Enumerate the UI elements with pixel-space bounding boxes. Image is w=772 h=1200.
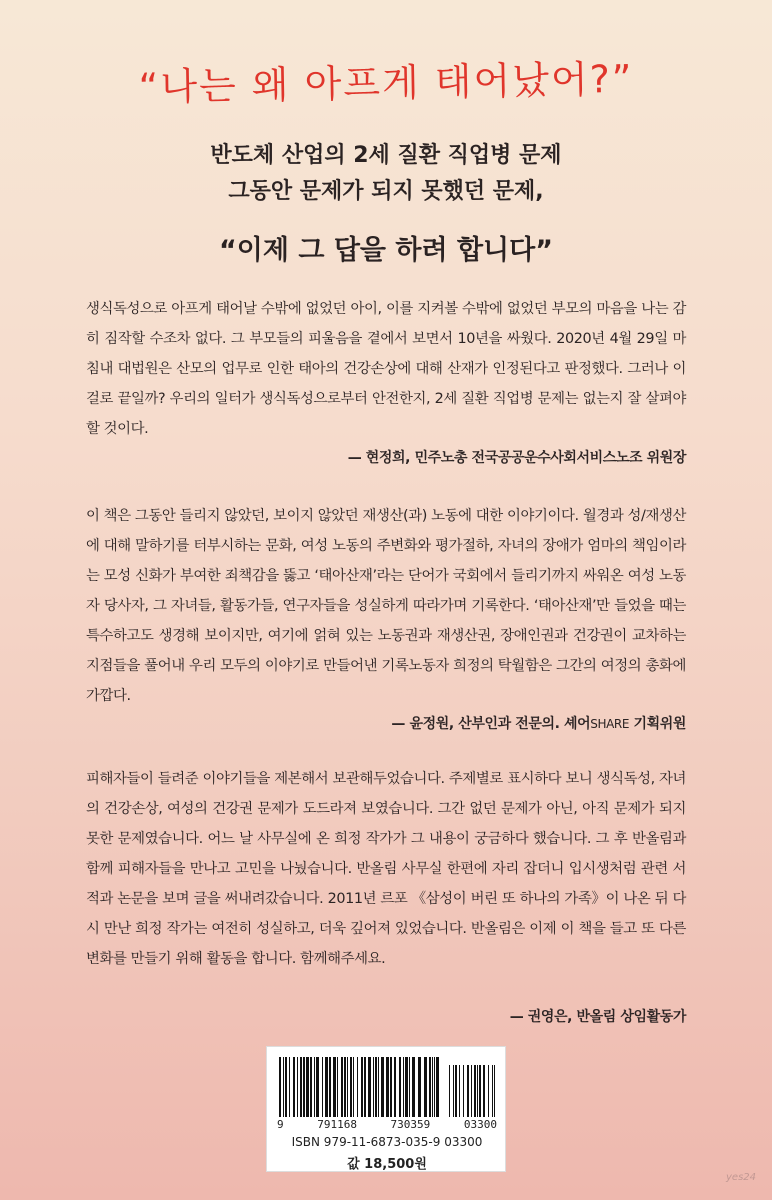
barcode-bar	[390, 1057, 392, 1117]
barcode-bar	[375, 1057, 377, 1117]
barcode-bar	[361, 1057, 363, 1117]
blurb-3-text: 피해자들이 들려준 이야기들을 제본해서 보관해두었습니다. 주제별로 표시하다 보니 생식독성, 자녀의 건강손상, 여성의 건강권 문제가 도드라져 보였습니다. 그간 없던 문제가 아닌, 아직 문제가 되지 못한 문제였습니다. 어느 날 사무실에 온 희정 작가가 그 내용이 궁금하다 했습니다. 그 후 반올림과 함께 피해자들을 만나고 고민을 나눴습니다. 반올림 사무실 한편에 자리 잡더니 입시생처럼 관련 서적과 논문을 보며 글을 써내려갔습니다. 2011년 르포 《삼성이 버린 또 하나의 가족》이 나온 뒤 다시 만난 희정 작가는 여전히 성실하고, 더욱 깊어져 있었습니다. 반올림은 이제 이 책을 들고 또 다른 변화를 만들기 위해 활동을 합니다. 함께해주세요.	[86, 771, 686, 967]
barcode-bar	[386, 1057, 389, 1117]
barcode-bar	[434, 1057, 435, 1117]
barcode-addon-bar	[459, 1065, 460, 1117]
price-text: 값 18,500원	[347, 1157, 427, 1172]
barcode-addon-bar	[477, 1065, 478, 1117]
barcode-bar	[333, 1057, 336, 1117]
blurb-2-text: 이 책은 그동안 들리지 않았던, 보이지 않았던 재생산(과) 노동에 대한 이야기이다. 월경과 성/재생산에 대해 말하기를 터부시하는 문화, 여성 노동의 주변화와 평가절하, 자녀의 장애가 엄마의 책임이라는 모성 신화가 부여한 죄책감을 뚫고 ‘태아산재’라는 단어가 국회에서 들리기까지 싸워온 여성 노동자 당사자, 그 자녀들, 활동가들, 연구자들을 성실하게 따라가며 기록한다. ‘태아산재’만 들었을 때는 특수하고도 생경해 보이지만, 여기에 얽혀 있는 노동권과 재생산권, 장애인권과 건강권이 교차하는 지점들을 풀어내 우리 모두의 이야기로 만들어낸 기록노동자 희정의 탁월함은 그간의 여정의 총화에 가깝다.	[86, 508, 686, 704]
barcode-bar	[412, 1057, 415, 1117]
barcode-bar	[297, 1057, 298, 1117]
barcode-digits-addon: 03300	[463, 1118, 497, 1131]
watermark-logo: yes24	[726, 1172, 757, 1183]
barcode-addon-bar	[494, 1065, 495, 1117]
barcode-box	[266, 1046, 506, 1172]
barcode-bar	[344, 1057, 346, 1117]
barcode-addon-bar	[463, 1065, 464, 1117]
barcode-bar	[399, 1057, 401, 1117]
barcode-addon-bar	[449, 1065, 450, 1117]
subheading-line-1: 반도체 산업의 2세 질환 직업병 문제	[210, 143, 562, 168]
barcode-digits-group-1: 791168	[317, 1118, 357, 1131]
barcode-bar	[394, 1057, 396, 1117]
barcode-addon-bar	[479, 1065, 481, 1117]
barcode-bar	[306, 1057, 309, 1117]
barcode-bar	[378, 1057, 379, 1117]
isbn-text: ISBN 979-11-6873-035-9 03300	[291, 1135, 483, 1149]
barcode-bar	[310, 1057, 312, 1117]
subheading-line-3: “이제 그 답을 하려 합니다”	[219, 235, 553, 266]
barcode-addon-bar	[471, 1065, 472, 1117]
barcode-bar	[373, 1057, 374, 1117]
blurb-2-attribution	[391, 713, 686, 733]
barcode-bar	[341, 1057, 343, 1117]
blurb-2-attribution-share: SHARE	[590, 717, 630, 731]
barcode-addon-bar	[488, 1065, 489, 1117]
barcode-bar	[300, 1057, 302, 1117]
barcode-bar	[424, 1057, 427, 1117]
barcode-digits-group-2: 730359	[390, 1118, 431, 1131]
blurb-1-text: 생식독성으로 아프게 태어날 수밖에 없었던 아이, 이를 지켜볼 수밖에 없었던 부모의 마음을 나는 감히 짐작할 수조차 없다. 그 부모들의 피울음을 곁에서 보면서 10년을 싸웠다. 2020년 4월 29일 마침내 대법원은 산모의 업무로 인한 태아의 건강손상에 대해 산재가 인정된다고 판정했다. 그러나 이걸로 끝일까? 우리의 일터가 생식독성으로부터 안전한지, 2세 질환 직업병 문제는 없는지 잘 살펴야 할 것이다.	[86, 301, 686, 437]
barcode-bar	[303, 1057, 305, 1117]
barcode-addon-bar	[453, 1065, 454, 1117]
barcode-digits	[277, 1118, 497, 1131]
barcode-bar	[285, 1057, 287, 1117]
barcode-bar	[293, 1057, 295, 1117]
barcode-bar	[368, 1057, 371, 1117]
barcode-bar	[403, 1057, 404, 1117]
barcode-bar	[279, 1057, 281, 1117]
barcode-bar	[322, 1057, 323, 1117]
barcode-addon-bar	[483, 1065, 485, 1117]
barcode-bar	[325, 1057, 328, 1117]
barcode-bar	[436, 1057, 439, 1117]
barcode-bar	[350, 1057, 352, 1117]
barcode-addon-bar	[467, 1065, 469, 1117]
subheading-line-2: 그동안 문제가 되지 못했던 문제,	[228, 179, 544, 204]
blurb-1-attribution: — 현정희, 민주노총 전국공공운수사회서비스노조 위원장	[347, 450, 686, 466]
barcode-bar	[418, 1057, 421, 1117]
barcode-bar	[364, 1057, 366, 1117]
barcode-bar	[409, 1057, 410, 1117]
blurb-2-attribution-tail: 기획위원	[629, 716, 686, 732]
barcode-bar	[429, 1057, 431, 1117]
barcode-addon-bar	[474, 1065, 476, 1117]
barcode-bar	[381, 1057, 384, 1117]
barcode-bar	[337, 1057, 338, 1117]
blurb-2-attribution-head: — 윤정원, 산부인과 전문의. 셰어	[391, 716, 591, 732]
barcode-bar	[289, 1057, 290, 1117]
barcode-bar	[353, 1057, 354, 1117]
barcode-bar	[357, 1057, 358, 1117]
barcode-bar	[283, 1057, 284, 1117]
barcode-digit-left: 9	[277, 1118, 284, 1131]
barcode-bar	[432, 1057, 433, 1117]
barcode-bar	[329, 1057, 331, 1117]
barcode-bar	[316, 1057, 319, 1117]
barcode-bar	[314, 1057, 315, 1117]
barcode-addon-bar	[455, 1065, 457, 1117]
headline: “나는 왜 아프게 태어났어?”	[138, 56, 634, 110]
blurb-3-attribution: — 권영은, 반올림 상임활동가	[509, 1009, 686, 1025]
barcode-bar	[405, 1057, 408, 1117]
barcode-bar	[347, 1057, 348, 1117]
barcode-bars	[279, 1057, 495, 1117]
barcode-addon-bar	[492, 1065, 493, 1117]
